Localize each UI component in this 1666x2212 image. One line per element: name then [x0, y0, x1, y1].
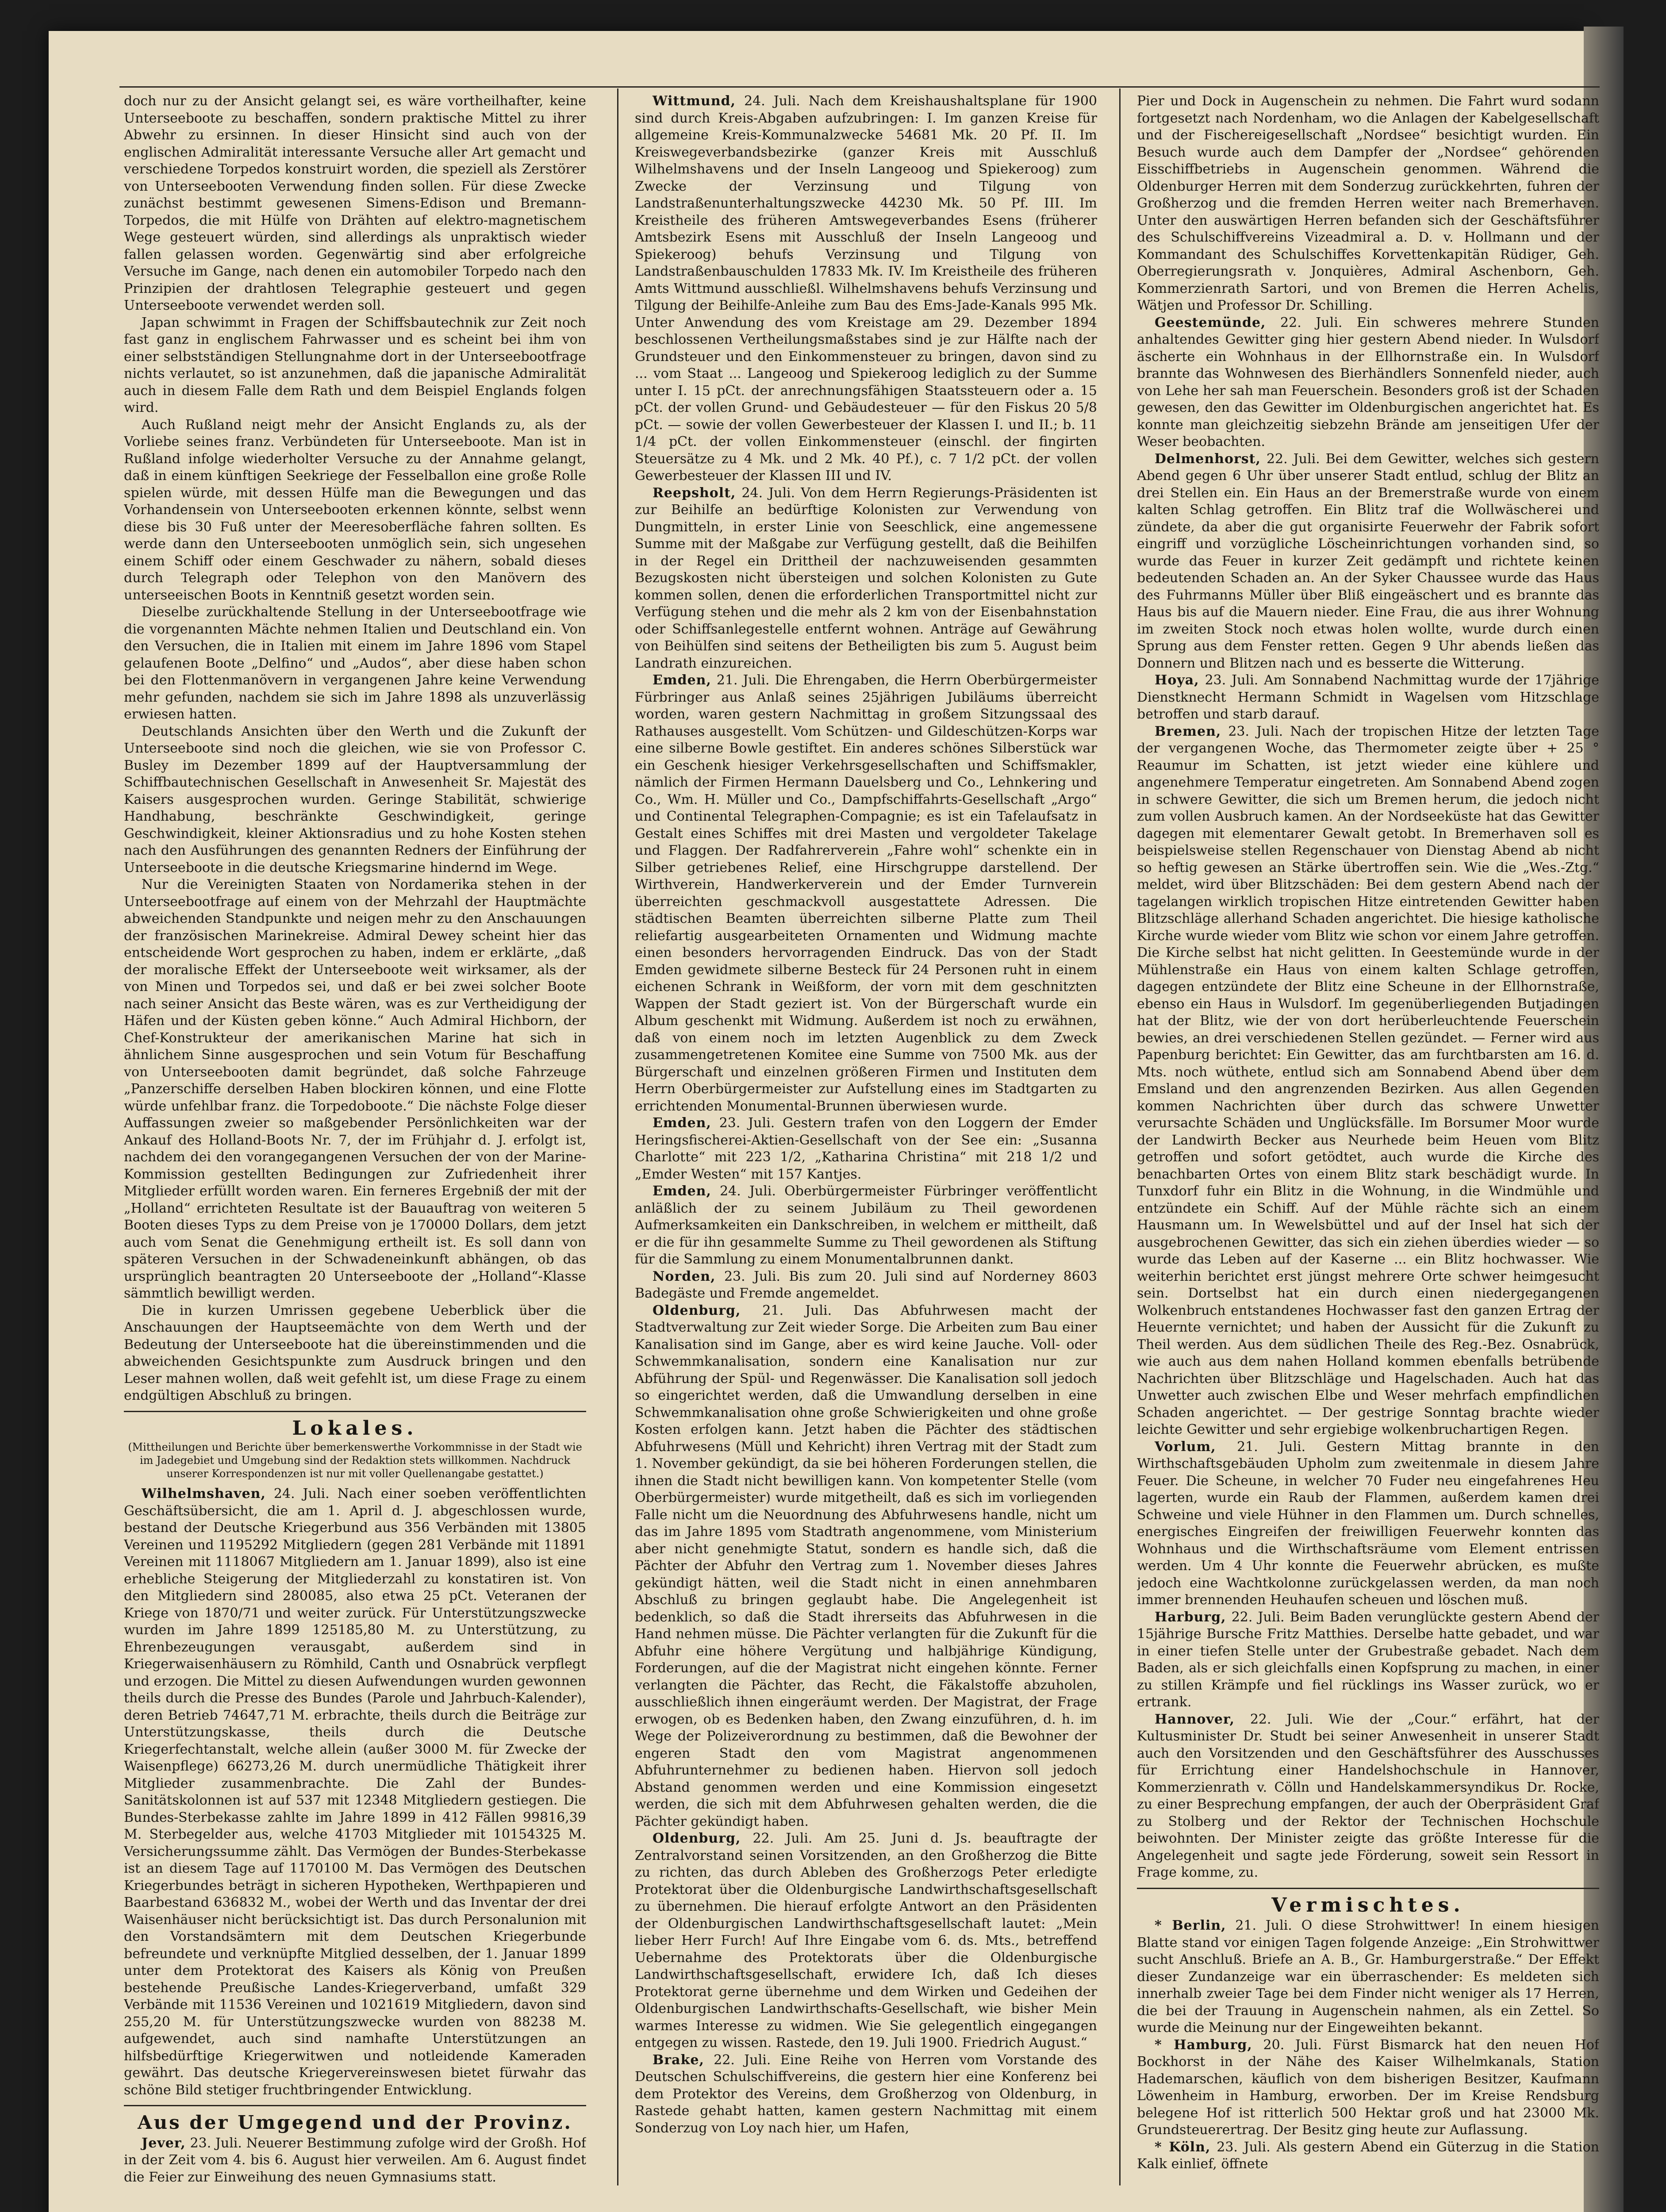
news-text: 22. Juli. Eine Reihe von Herren vom Vorstande des Deutschen Schulschiffvereins, die gestern hier eine Konferenz bei dem Protektor des Vereins, dem Großherzog von Oldenburg, in Rastede gehabt hatten, kamen gestern Nachmittag mit einem Sonderzug von Loy nach hier, um Hafen, [635, 2052, 1097, 2136]
news-text: 21. Juli. Gestern Mittag brannte in den Wirthschaftsgebäuden Upholm zum zweitenmale in diesem Jahre Feuer. Die Scheune, in welcher 70 Fuder neu eingefahrenes Heu lagerten, wurde ein Raub der Flammen, außerdem kamen drei Schweine und viele Hühner in den Flammen um. Durch schnelles, energisches Eingreifen der freiwilligen Feuerwehr konnten das Wohnhaus und die Wirthschaftsräume vom Element entrissen werden. Um 4 Uhr konnte die Feuerwehr abrücken, es mußte jedoch eine Wachtkolonne zurückgelassen werden, da man noch immer brennenden Heuhaufen scheuen und löschen muß. [1137, 1439, 1599, 1608]
news-text: 24. Juli. Oberbürgermeister Fürbringer veröffentlicht anläßlich der zu seinem Jubiläum zu Theil gewordenen Aufmerksamkeiten ein Dankschreiben, in welchem er mittheilt, daß er die für ihn gesammelte Summe zu Theil gewordenen als Stiftung für die Sammlung zu einem Monumentalbrunnen dankt. [635, 1183, 1097, 1267]
dateline: Emden, [653, 1115, 711, 1131]
news-item [635, 485, 1097, 672]
news-text: 22. Juli. Am 25. Juni d. Js. beauftragte der Zentralvorstand seinen Vorsitzenden, an den Großherzog die Bitte zu richten, das durch Ableben des Großherzogs Peter erledigte Protektorat über die Oldenburgische Landwirthschaftsgesellschaft zu übernehmen. Die hierauf erfolgte Antwort an den Präsidenten der Oldenburgischen Landwirthschaftsgesellschaft lautet: „Mein lieber Herr Furch! Auf Ihre Eingabe vom 6. ds. Mts., betreffend Uebernahme des Protektorats über die Oldenburgische Landwirthschaftsgesellschaft, erwidere Ich, daß Ich dieses Protektorat gerne übernehme und dem Wirken und Gedeihen der Oldenburgischen Landwirthschafts-Gesellschaft, wie bisher Mein warmes Interesse zu widmen. Wie Sie gelegentlich eingegangen entgegen zu wissen. Rastede, den 19. Juli 1900. Friedrich August.“ [635, 1831, 1097, 2051]
news-item [124, 1486, 586, 2099]
dateline: Bremen, [1155, 723, 1221, 739]
section-heading-lokales: Lokales. [292, 1417, 418, 1440]
news-text: 20. Juli. Fürst Bismarck hat den neuen Hof Bockhorst in der Nähe des Kaiser Wilhelmkanals, Station Hademarschen, käuflich von dem bisherigen Besitzer, Kaufmann Löwenheim in Hamburg, erworben. Der im Kreise Rendsburg belegene Hof ist ritterlich 500 Hektar groß und hat 23000 Mk. Grundsteuerertrag. Der Besitz ging heute zur Auflassung. [1137, 2037, 1599, 2138]
news-item [635, 93, 1097, 485]
section-rule [1137, 1888, 1599, 1889]
dateline: * Hamburg, [1155, 2037, 1252, 2053]
dateline: Hannover, [1155, 1711, 1235, 1727]
news-item [1137, 1609, 1599, 1711]
top-rule [119, 86, 1600, 88]
news-item [1137, 1711, 1599, 1882]
news-text: 21. Juli. Die Ehrengaben, die Herrn Oberbürgermeister Fürbringer aus Anlaß seines 25jährigen Jubiläums überreicht worden, waren gestern Nachmittag in großem Sitzungssaal des Rathauses ausgestellt. Vom Schützen- und Gildeschützen-Korps war eine silberne Bowle gestiftet. Ein anderes schönes Silberstück war ein Geschenk hiesiger Verkehrsgesellschaften und Schiffsmakler, nämlich der Firmen Hermann Dauelsberg und Co., Lehnkering und Co., Wm. H. Müller und Co., Dampfschiffahrts-Gesellschaft „Argo“ und Continental Telegraphen-Compagnie; es ist ein Tafelaufsatz in Gestalt eines Schiffes mit drei Masten und vergoldeter Takelage und Flaggen. Der Radfahrerverein „Fahre wohl“ schenkte ein in Silber getriebenes Relief, eine Hirschgruppe darstellend. Der Wirthverein, Handwerkerverein und der Emder Turnverein überreichten geschmackvoll ausgestattete Adressen. Die städtischen Beamten überreichten silberne Platte zum Theil reliefartig ausgearbeiteten Ornamenten und Widmung machte einen besonders hervorragenden Eindruck. Das von der Stadt Emden gewidmete silberne Besteck für 24 Personen ruht in einem eichenen Schrank in Weißform, der vorn mit dem geschnitzten Wappen der Stadt geziert ist. Von der Bürgerschaft wurde ein Album geschenkt mit Widmung. Außerdem ist noch zu erwähnen, daß von einem noch im letzten Augenblick zu dem Zweck zusammengetretenen Komitee eine Summe von 7500 Mk. aus der Bürgerschaft und einzelnen größeren Firmen und Instituten dem Herrn Oberbürgermeister zur Aufstellung eines im Stadtgarten zu errichtenden Monumental-Brunnen überwiesen wurde. [635, 672, 1097, 1114]
dateline: Harburg, [1155, 1609, 1226, 1625]
news-item [1137, 315, 1599, 451]
news-text: 23. Juli. Gestern trafen von den Loggern der Emder Heringsfischerei-Aktien-Gesellschaft von der See ein: „Susanna Charlotte“ mit 223 1/2, „Katharina Christina“ mit 218 1/2 und „Emder Westen“ mit 157 Kantjes. [635, 1115, 1097, 1182]
news-item [1137, 672, 1599, 723]
column-1 [124, 93, 586, 2185]
news-text: 21. Juli. O diese Strohwittwer! In einem hiesigen Blatte stand vor einigen Tagen folgende Anzeige: „Ein Strohwittwer sucht Anschluß. Briefe an A. B., Gr. Hamburgerstraße.“ Der Effekt dieser Zundanzeige war ein überraschender: Es meldeten sich innerhalb zweier Tage bei dem Finder nicht weniger als 17 Herren, die bei der Trauung in Augenschein nahmen, als ein Zettel. So wurde die Meinung nur der Eingeweihten bekannt. [1137, 1918, 1599, 2035]
dateline: Jever, [142, 2135, 186, 2151]
article-paragraph: Dieselbe zurückhaltende Stellung in der Unterseebootfrage wie die vorgenannten Mächte nehmen Italien und Deutschland ein. Von den Versuchen, die in Italien mit einem im Jahre 1896 vom Stapel gelaufenen Boote „Delfino“ und „Audos“, aber diese haben schon bei den Flottenmanövern in vergangenen Jahre keine Verwendung mehr gefunden, nachdem sie sich im Jahre 1898 als unzuverlässig erwiesen hatten. [124, 604, 586, 722]
news-item [635, 2052, 1097, 2137]
section-note: (Mittheilungen und Berichte über bemerkenswerthe Vorkommnisse in der Stadt wie im Jadegebiet und Umgebung sind der Redaktion stets willkommen. Nachdruck unserer Korrespondenzen ist nur mit voller Quellenangabe gestattet.) [128, 1441, 582, 1480]
news-text: 22. Juli. Bei dem Gewitter, welches sich gestern Abend gegen 6 Uhr über unserer Stadt entlud, schlug der Blitz an drei Stellen ein. Ein Haus an der Bremerstraße wurde von einem kalten Schlag getroffen. Ein Blitz traf die Wollwäscherei und zündete, da aber die gut organisirte Feuerwehr der Fabrik sofort eingriff und vorzügliche Löscheinrichtungen vorhanden sind, so wurde das Feuer in kurzer Zeit gedämpft und richtete keinen bedeutenden Schaden an. An der Syker Chaussee wurde das Haus des Fuhrmanns Müller über Bliß eingeäschert und es brannte das Haus bis auf die Mauern nieder. Eine Frau, die aus ihrer Wohnung im zweiten Stock noch etwas holen wollte, wurde durch einen Sprung aus dem Fenster retten. Gegen 9 Uhr abends ließen das Donnern und Blitzen nach und es besserte die Witterung. [1137, 451, 1599, 671]
dateline: Emden, [653, 1183, 711, 1199]
column-rule [1119, 88, 1121, 2185]
news-text: 23. Juli. Bis zum 20. Juli sind auf Norderney 8603 Badegäste und Fremde angemeldet. [635, 1268, 1097, 1301]
dateline: Reepsholt, [653, 485, 736, 501]
news-item [1137, 2139, 1599, 2173]
news-text: 23. Juli. Als gestern Abend ein Güterzug in die Station Kalk einlief, öffnete [1137, 2139, 1599, 2172]
news-text: 23. Juli. Nach der tropischen Hitze der letzten Tage der vergangenen Woche, das Thermometer zeigte über + 25 ° Reaumur im Schatten, ist jetzt wieder eine kühlere und angenehmere Temperatur eingetreten. Am Sonnabend Abend zogen in schwere Gewitter, die sich um Bremen herum, die jedoch nicht zum vollen Ausbruch kamen. An der Nordseeküste hat das Gewitter dagegen mit elementarer Gewalt getobt. In Bremerhaven soll es beispielsweise stellen Regenschauer von Dienstag Abend ab nicht so heftig gewesen an Stärke übertroffen sein. Wie die „Wes.-Ztg.“ meldet, wird über Blitzschäden: Bei dem gestern Abend nach der tagelangen wirklich tropischen Hitze eintretenden Gewitter haben Blitzschläge allerhand Schaden angerichtet. Die hiesige katholische Kirche wurde wieder vom Blitz wie schon vor einem Jahre getroffen. Die Kirche selbst hat nicht gelitten. In Geestemünde wurde in der Mühlenstraße ein Haus von einem kalten Schlage getroffen, dagegen entzündete der Blitz eine Scheune in der Ellhornstraße, ebenso ein Haus in Wulsdorf. Im gegenüberliegenden Butjadingen hat der Blitz, wie der von dort herüberleuchtende Feuerschein bewies, an drei verschiedenen Stellen gezündet. — Ferner wird aus Papenburg berichtet: Ein Gewitter, das am furchtbarsten am 16. d. Mts. noch wüthete, entlud sich am Sonnabend Abend über dem Emsland und den angrenzenden Bezirken. Aus allen Gegenden kommen Nachrichten über durch das schwere Unwetter verursachte Schäden und Unglücksfälle. Im Borsumer Moor wurde der Landwirth Becker aus Neurhede beim Heuen vom Blitz getroffen und sofort getödtet, auch wurde die Kirche des benachbarten Ortes von einem Blitz stark beschädigt wurde. In Tunxdorf fuhr ein Blitz in die Wohnung, in die Windmühle und entzündete ein Schiff. Auf der Mühle rächte sich an einem Hausmann um. In Wewelsbüttel und auf der Insel hat sich der ausgebrochenen Gewitter, das sich ein ziehen überdies wieder — so wurde das Leben auf der Kaserne ... ein Blitz hochwasser. Wie weiterhin berichtet erst jüngst mehrere Orte schwer heimgesucht sein. Dortselbst hat ein durch einen niedergegangenen Wolkenbruch entstandenes Hochwasser fast den ganzen Ertrag der Heuernte vernichtet; und haben der Aussicht für die Zukunft zu Theil werden. Aus dem südlichen Theile des Reg.-Bez. Osnabrück, wie auch aus dem nahen Holland kommen ebenfalls betrübende Nachrichten über Blitzschläge und Hagelschaden. Auch hat das Unwetter auch zwischen Elbe und Weser mehrfach empfindlichen Schaden angerichtet. — Der gestrige Sonntag brachte wieder leichte Gewitter und sehr ergiebige wolkenbruchartigen Regen. [1137, 723, 1599, 1437]
news-item [635, 1830, 1097, 2052]
dateline: Vorlum, [1155, 1439, 1216, 1455]
dateline: Norden, [653, 1268, 716, 1284]
news-item [635, 1268, 1097, 1302]
section-rule [124, 1411, 586, 1412]
dateline: Geestemünde, [1155, 315, 1266, 330]
news-text: 24. Juli. Nach dem Kreishaushaltsplane für 1900 sind durch Kreis-Abgaben aufzubringen: I. Im ganzen Kreise für allgemeine Kreis-Kommunalzwecke 54681 Mk. 20 Pf. II. Im Kreiswegeverbandsbezirke (ganzer Kreis mit Ausschluß Wilhelmshavens und der Inseln Langeoog und Spiekeroog) zum Zwecke der Verzinsung und Tilgung von Landstraßenunterhaltungszwecke 44230 Mk. 50 Pf. III. Im Kreistheile des früheren Amtswegeverbandes Esens (früherer Amtsbezirk Esens mit Ausschluß der Inseln Langeoog und Spiekeroog) behufs Verzinsung und Tilgung von Landstraßenbauschulden 17833 Mk. IV. Im Kreistheile des früheren Amts Wittmund ausschließl. Wilhelmshavens behufs Verzinsung und Tilgung der Beihilfe-Anleihe zum Bau des Ems-Jade-Kanals 995 Mk. Unter Anwendung des vom Kreistage am 29. Dezember 1894 beschlossenen Vertheilungsmaßstabes sind je zur Hälfte nach der Grundsteuer und den Einkommensteuer zu bringen, davon sind zu ... vom Staat ... Langeoog und Spiekeroog lediglich zu der Summe unter I. 15 pCt. der anrechnungsfähigen Staatssteuern oder a. 15 pCt. der vollen Grund- und Gebäudesteuer — für den Fiskus 20 5/8 pCt. — sowie der vollen Gewerbesteuer der Klassen I. und II.; b. 11 1/4 pCt. der vollen Einkommensteuer (einschl. der fingirten Steuersätze zu 4 Mk. und 2 Mk. 40 Pf.), c. 7 1/2 pCt. der vollen Gewerbesteuer der Klassen III und IV. [635, 93, 1097, 484]
news-item [635, 1302, 1097, 1831]
news-text: 21. Juli. Das Abfuhrwesen macht der Stadtverwaltung zur Zeit wieder Sorge. Die Arbeiten zum Bau einer Kanalisation sind im Gange, aber es wird keine Jauche. Voll- oder Schwemmkanalisation, sondern eine Kanalisation nur zur Abführung der Spül- und Regenwässer. Die Kanalisation soll jedoch so eingerichtet werden, daß die Umwandlung derselben in eine Schwemmkanalisation ohne große Schwierigkeiten und ohne große Kosten erfolgen kann. Jetzt haben die Pächter des städtischen Abfuhrwesens (Müll und Kehricht) ihren Vertrag mit der Stadt zum 1. November gekündigt, da sie bei höheren Forderungen stellen, die ihnen die Stadt nicht bewilligen kann. Von kompetenter Stelle (vom Oberbürgermeister) wurde mitgetheilt, daß es sich im vorliegenden Falle nicht um die Neuordnung des Abfuhrwesens handle, nicht um das im Jahre 1895 vom Stadtrath angenommene, vom Ministerium aber nicht genehmigte Statut, sondern es handle sich, daß die Pächter der Abfuhr den Vertrag zum 1. November dieses Jahres gekündigt hätten, weil die Stadt nicht in einen annehmbaren Abschluß zu bringen geglaubt habe. Die Angelegenheit ist bedenklich, so daß die Stadt ihrerseits das Abfuhrwesen in die Hand nehmen müsse. Die Pächter verlangten für die Zukunft für die Abfuhr eine höhere Vergütung und halbjährige Kündigung, Forderungen, auf die der Magistrat nicht eingehen könnte. Ferner verlangten die Pächter, das Recht, die Fäkalstoffe abzuholen, ausschließlich ihnen eingeräumt werden. Der Magistrat, der Frage erwogen, ob es Bedenken haben, den Zwang einzuführen, d. h. im Wege der Polizeiverordnung zu bestimmen, daß die Bewohner der engeren Stadt den vom Magistrat angenommenen Abfuhrunternehmer zu bedienen haben. Hiervon soll jedoch Abstand genommen werden und eine Kommission eingesetzt werden, die sich mit dem Abfuhrwesen gehalten werden, die die Pächter gekündigt haben. [635, 1302, 1097, 1829]
news-text: 22. Juli. Wie der „Cour.“ erfährt, hat der Kultusminister Dr. Studt bei seiner Anwesenheit in unserer Stadt auch den Vorsitzenden und den Geschäftsführer des Ausschusses für Errichtung einer Handelshochschule in Hannover, Kommerzienrath v. Cölln und Handelskammersyndikus Dr. Rocke, zu einer Besprechung empfangen, der auch der Oberpräsident Graf zu Stolberg und der Rektor der Technischen Hochschule beiwohnten. Der Minister zeigte das größte Interesse für die Angelegenheit und sagte jede Förderung, soweit sein Ressort in Frage komme, zu. [1137, 1711, 1599, 1880]
news-item [1137, 451, 1599, 672]
section-heading-vermischtes: Vermischtes. [1271, 1893, 1465, 1916]
article-paragraph: Japan schwimmt in Fragen der Schiffsbautechnik zur Zeit noch fast ganz in englischem Fahrwasser und es scheint bei ihm von einer selbstständigen Stellungnahme dort in der Unterseebootfrage nichts verlautet, so ist anzunehmen, daß die japanische Admiralität auch in diesem Falle dem Rath und dem Beispiel Englands folgen wird. [124, 315, 586, 415]
news-text: 24. Juli. Von dem Herrn Regierungs-Präsidenten ist zur Beihilfe an bedürftige Kolonisten zur Verwendung von Dungmitteln, in erster Linie von Seeschlick, eine angemessene Summe mit der Maßgabe zur Verfügung gestellt, daß die Beihilfen in der Regel ein Drittheil der nachzuweisenden gesammten Bezugskosten nicht übersteigen und solchen Kolonisten zu Gute kommen sollen, denen die erforderlichen Transportmittel nicht zur Verfügung stehen und die mehr als 2 km von der Eisenbahnstation oder Schiffsanlegestelle entfernt wohnen. Anträge auf Gewährung von Beihülfen sind seitens der Betheiligten bis zum 5. August beim Landrath einzureichen. [635, 485, 1097, 671]
article-paragraph: doch nur zu der Ansicht gelangt sei, es wäre vortheilhafter, keine Unterseeboote zu beschaffen, sondern praktische Mittel zu ihrer Abwehr zu ersinnen. In dieser Hinsicht sind auch von der englischen Admiralität interessante Versuche aller Art gemacht und verschiedene Torpedos konstruirt worden, die speziell als Zerstörer von Unterseebooten Verwendung finden sollen. Für diese Zwecke zunächst bestimmt gewesenen Simens-Edison und Bremann-Torpedos, die mit Hülfe von Drähten auf elektro-magnetischem Wege gesteuert würden, sind allerdings als unpraktisch wieder fallen gelassen worden. Gegenwärtig sind aber erfolgreiche Versuche im Gange, nach denen ein automobiler Torpedo nach den Prinzipien der drahtlosen Telegraphie gesteuert und gegen Unterseeboote verwendet werden soll. [124, 93, 586, 313]
section-heading-umgegend: Aus der Umgegend und der Provinz. [138, 2112, 572, 2133]
dateline: Wittmund, [653, 93, 736, 109]
dateline: Hoya, [1155, 672, 1199, 688]
news-item [1137, 1439, 1599, 1609]
news-text: 22. Juli. Beim Baden verunglückte gestern Abend der 15jährige Bursche Fritz Matthies. Derselbe hatte gebadet, und war in einer tiefen Stelle unter der Grubestraße gebadet. Nach dem Baden, als er sich gleichfalls einen Kopfsprung zu machen, in einer zu stillen Krämpfe und fiel rücklings ins Wasser zurück, wo er ertrank. [1137, 1609, 1599, 1710]
news-item [1137, 1917, 1599, 2037]
article-paragraph: Die in kurzen Umrissen gegebene Ueberblick über die Anschauungen der Hauptseemächte von dem Werth und der Bedeutung der Unterseeboote hat die übereinstimmenden und die abweichenden Gesichtspunkte zum Ausdruck bringen und den Leser mahnen wollen, daß weit gefehlt ist, um diese Frage zu einem endgültigen Abschluß zu bringen. [124, 1302, 586, 1403]
news-text: 23. Juli. Neuerer Bestimmung zufolge wird der Großh. Hof in der Zeit vom 4. bis 6. August hier verweilen. Am 6. August findet die Feier zur Einweihung des neuen Gymnasiums statt. [124, 2135, 586, 2185]
dateline: Brake, [653, 2052, 704, 2068]
dateline: Wilhelmshaven, [142, 1486, 266, 1502]
article-paragraph: Auch Rußland neigt mehr der Ansicht Englands zu, als der Vorliebe seines franz. Verbündeten für Unterseeboote. Man ist in Rußland infolge wiederholter Versuche zu der Annahme gelangt, daß in einem künftigen Seekriege der Fesselballon eine große Rolle spielen würde, mit dessen Hülfe man die Bewegungen und das Vorhandensein von Unterseebooten erkennen könnte, selbst wenn diese bis 30 Fuß unter der Meeresoberfläche fahren sollten. Es werde dann den Unterseebooten unmöglich sein, sich ungesehen einem Schiff oder einem Geschwader zu nähern, sobald dieses durch Telegraph oder Telephon von den Manövern des unterseeischen Boots in Kenntniß gesetzt worden sein. [124, 417, 586, 603]
news-item [124, 2135, 586, 2186]
news-item [635, 672, 1097, 1115]
news-text: 23. Juli. Am Sonnabend Nachmittag wurde der 17jährige Dienstknecht Hermann Schmidt in Wagelsen vom Hitzschlage betroffen und starb darauf. [1137, 672, 1599, 722]
article-paragraph: Deutschlands Ansichten über den Werth und die Zukunft der Unterseeboote sind noch die gleichen, wie sie von Professor C. Busley im Dezember 1899 auf der Hauptversammlung der Schiffbautechnischen Gesellschaft in Anwesenheit Sr. Majestät des Kaisers ausgesprochen wurden. Geringe Stabilität, schwierige Handhabung, beschränkte Geschwindigkeit, geringe Geschwindigkeit, kleiner Aktionsradius und zu hohe Kosten stehen nach den Ausführungen des genannten Redners der Einführung der Unterseeboote in die deutsche Kriegsmarine hindernd im Wege. [124, 723, 586, 876]
dateline: Delmenhorst, [1155, 451, 1261, 467]
news-text: 24. Juli. Nach einer soeben veröffentlichten Geschäftsübersicht, die am 1. April d. J. abgeschlossen wurde, bestand der Deutsche Kriegerbund aus 356 Verbänden mit 13805 Vereinen und 1195292 Mitgliedern (gegen 281 Verbände mit 11891 Vereinen mit 1118067 Mitgliedern am 1. Januar 1899), also ist eine erhebliche Steigerung der Mitgliederzahl zu konstatiren ist. Von den Mitgliedern sind 280085, also etwa 25 pCt. Veteranen der Kriege von 1870/71 und weiter zurück. Für Unterstützungszwecke wurden im Jahre 1899 125185,80 M. zu Unterstützung, zu Ehrenbezeugungen verausgabt, außerdem sind in Kriegerwaisenhäusern zu Römhild, Canth und Osnabrück verpflegt und erzogen. Die Mittel zu diesen Aufwendungen wurden gewonnen theils durch die Presse des Bundes (Parole und Jahrbuch-Kalender), deren Betrieb 74647,71 M. erbrachte, theils durch die Beiträge zur Unterstützungskasse, theils durch die Deutsche Kriegerfechtanstalt, welche allein (außer 3000 M. für Zwecke der Waisenpflege) 66273,26 M. durch unermüdliche Thätigkeit ihrer Mitglieder zusammenbrachte. Die Zahl der Bundes-Sanitätskolonnen ist auf 537 mit 12348 Mitgliedern gestiegen. Die Bundes-Sterbekasse zahlte im Jahre 1899 in 412 Fällen 99816,39 M. Sterbegelder aus, welche 41703 Mitglieder mit 10154325 M. Versicherungssumme zählt. Das Vermögen der Bundes-Sterbekasse ist an diesem Tage auf 1170100 M. Das Vermögen des Deutschen Kriegerbundes beträgt in sicheren Hypotheken, Werthpapieren und Baarbestand 636832 M., wobei der Werth und das Inventar der drei Waisenhäuser nicht berücksichtigt ist. Das durch Personalunion mit den Vorstandsämtern mit dem Deutschen Kriegerbunde befreundete und verknüpfte Mitglied desselben, der 1. Januar 1899 unter dem Protektorat des Kaisers als König von Preußen bestehende Preußische Landes-Kriegerverband, umfaßt 329 Verbände mit 11536 Vereinen und 1021619 Mitgliedern, davon sind 255,20 M. für Unterstützungszwecke wurden von 88238 M. aufgewendet, auch sind namhafte Unterstützungen an hilfsbedürftige Kriegerwitwen und notleidende Kameraden gewährt. Das deutsche Kriegervereinswesen bietet fürwahr das schöne Bild stetiger fruchtbringender Entwicklung. [124, 1486, 586, 2098]
dateline: Oldenburg, [653, 1831, 741, 1846]
column-3 [1137, 93, 1599, 2185]
news-item [1137, 2037, 1599, 2139]
dateline: * Köln, [1155, 2139, 1211, 2155]
news-item [1137, 723, 1599, 1439]
section-rule [124, 2105, 586, 2106]
news-text: 22. Juli. Ein schweres mehrere Stunden anhaltendes Gewitter ging hier gestern Abend nieder. In Wulsdorf äscherte ein Wohnhaus in der Ellhornstraße ein. In Wulsdorf brannte das Wohnwesen des Bierhändlers Sonnenfeld nieder, auch von Lehe her sah man Feuerschein. Besonders groß ist der Schaden gewesen, den das Gewitter im Oldenburgischen angerichtet hat. Es konnte man gleichzeitig siebzehn Brände am jenseitigen Ufer der Weser beobachten. [1137, 315, 1599, 449]
news-item [635, 1183, 1097, 1268]
column-2 [635, 93, 1097, 2185]
article-paragraph: Pier und Dock in Augenschein zu nehmen. Die Fahrt wurd sodann fortgesetzt nach Nordenham, wo die Anlagen der Kabelgesellschaft und der Fischereigesellschaft „Nordsee“ besichtigt wurden. Ein Besuch wurde auch dem Dampfer der „Nordsee“ gehörenden Eisschiffbetriebs in Augenschein genommen. Während die Oldenburger Herren mit dem Sonderzug zurückkehrten, fuhren der Großherzog und die fremden Herren weiter nach Bremerhaven. Unter den auswärtigen Herren befanden sich der Geschäftsführer des Schulschiffvereins Vizeadmiral a. D. v. Hollmann und der Kommandant des Schulschiffes Korvettenkapitän Rüdiger, Geh. Oberregierungsrath v. Jonquières, Admiral Aschenborn, Geh. Kommerzienrath Sartori, und von Bremen die Herren Achelis, Wätjen und Professor Dr. Schilling. [1137, 93, 1599, 313]
dateline: Emden, [653, 672, 711, 688]
dateline: * Berlin, [1155, 1918, 1226, 1933]
article-paragraph: Nur die Vereinigten Staaten von Nordamerika stehen in der Unterseebootfrage auf einem von der Mehrzahl der Hauptmächte abweichenden Standpunkte und neigen mehr zu den Anschauungen der französischen Marinekreise. Admiral Dewey scheint hier das entscheidende Wort gesprochen zu haben, indem er erklärte, „daß der moralische Effekt der Unterseeboote weit wirksamer, als der von Minen und Torpedos sei, und daß er bei zwei solcher Boote nach seiner Ansicht das Beste wären, was es zur Vertheidigung der Häfen und der Küsten geben könne.“ Auch Admiral Hichborn, der Chef-Konstrukteur der amerikanischen Marine hat sich in ähnlichem Sinne ausgesprochen und sein Votum für Beschaffung von Unterseebooten damit begründet, daß solche Fahrzeuge „Panzerschiffe derselben Haben blockiren können, und eine Flotte würde unfehlbar franz. die Torpedoboote.“ Die nächste Folge dieser Auffassungen zweier so maßgebender Persönlichkeiten war der Ankauf des Holland-Boots Nr. 7, der im Frühjahr d. J. erfolgt ist, nachdem dei den vorangegangenen Versuchen der von der Marine-Kommission gestellten Bedingungen zur Zufriedenheit ihrer Mitglieder erfüllt worden waren. Ein ferneres Ergebniß der mit der „Holland“ errichteten Resultate ist der Bauauftrag von weiteren 5 Booten dieses Typs zu dem Preise von je 170000 Dollars, dem jetzt auch vom Senat die Genehmigung ertheilt ist. Es soll dann von späteren Versuchen in der Schwadeneinkunft abhängen, ob das ursprünglich beantragten 20 Unterseeboote der „Holland“-Klasse sämmtlich bewilligt werden. [124, 877, 586, 1301]
news-item [635, 1115, 1097, 1183]
dateline: Oldenburg, [653, 1302, 741, 1318]
column-rule [617, 88, 618, 2185]
